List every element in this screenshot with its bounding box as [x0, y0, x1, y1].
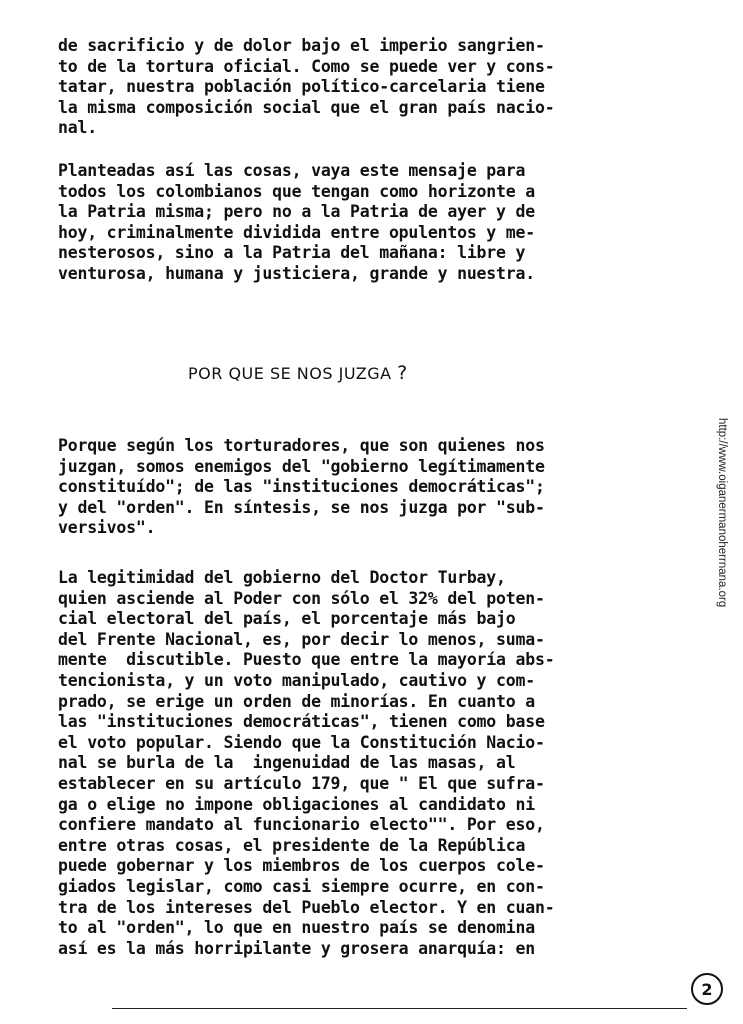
page-number: 2 [691, 973, 723, 1005]
paragraph-2 [58, 161, 688, 285]
question-mark: ? [397, 362, 408, 384]
text-line: entre otras cosas, el presidente de la República [58, 835, 526, 855]
text-line: venturosa, humana y justiciera, grande y nuestra. [58, 263, 535, 283]
text-line: Planteadas así las cosas, vaya este mensaje para [58, 161, 526, 180]
text-line: to al "orden", lo que en nuestro país se denomina [58, 918, 535, 938]
bottom-rule [112, 1008, 687, 1009]
text-line: así es la más horripilante y grosera anarquía: en [58, 938, 535, 958]
text-line: mente discutible. Puesto que entre la mayoría abs- [58, 650, 555, 670]
side-url: http://www.oiganermanoherrnana.org [716, 418, 728, 608]
text-line: giados legislar, como casi siempre ocurre, en con- [58, 876, 545, 896]
text-line: tra de los intereses del Pueblo elector. Y en cuan- [58, 897, 555, 917]
text-line: tencionista, y un voto manipulado, cautivo y com- [58, 670, 535, 690]
paragraph-1 [58, 36, 688, 139]
paragraph-4 [58, 568, 688, 959]
text-line: ga o elige no impone obligaciones al candidato ni [58, 794, 535, 814]
text-line: constituído"; de las "instituciones democráticas"; [58, 477, 545, 497]
section-heading [188, 362, 408, 384]
text-line: de sacrificio y de dolor bajo el imperio sangrien- [58, 36, 545, 55]
text-line: La legitimidad del gobierno del Doctor Turbay, [58, 568, 506, 587]
text-line: las "instituciones democráticas", tienen como base [58, 712, 545, 732]
text-line: quien asciende al Poder con sólo el 32% del poten- [58, 588, 545, 608]
text-line: prado, se erige un orden de minorías. En cuanto a [58, 691, 535, 711]
text-line: nal. [58, 118, 97, 138]
text-line: hoy, criminalmente dividida entre opulentos y me- [58, 222, 535, 242]
text-line: nesterosos, sino a la Patria del mañana: libre y [58, 243, 526, 263]
text-line: del Frente Nacional, es, por decir lo menos, suma- [58, 629, 545, 649]
text-line: la Patria misma; pero no a la Patria de ayer y de [58, 202, 535, 222]
text-line: to de la tortura oficial. Como se puede ver y cons- [58, 56, 555, 76]
text-line: la misma composición social que el gran país nacio- [58, 97, 555, 117]
text-line: establecer en su artículo 179, que " El que sufra- [58, 773, 545, 793]
text-line: cial electoral del país, el porcentaje más bajo [58, 609, 516, 629]
text-line: juzgan, somos enemigos del "gobierno legítimamente [58, 456, 545, 476]
paragraph-3 [58, 436, 688, 539]
text-line: Porque según los torturadores, que son quienes nos [58, 436, 545, 455]
text-line: nal se burla de la ingenuidad de las masas, al [58, 753, 516, 773]
text-line: puede gobernar y los miembros de los cuerpos cole- [58, 856, 545, 876]
text-line: el voto popular. Siendo que la Constitución Nacio- [58, 732, 545, 752]
text-line: versivos". [58, 518, 156, 538]
text-line: y del "orden". En síntesis, se nos juzga por "sub- [58, 497, 545, 517]
section-heading-text: POR QUE SE NOS JUZGA [188, 364, 392, 383]
text-line: confiere mandato al funcionario electo"". Por eso, [58, 815, 545, 835]
text-line: tatar, nuestra población político-carcelaria tiene [58, 77, 545, 97]
text-line: todos los colombianos que tengan como horizonte a [58, 181, 535, 201]
